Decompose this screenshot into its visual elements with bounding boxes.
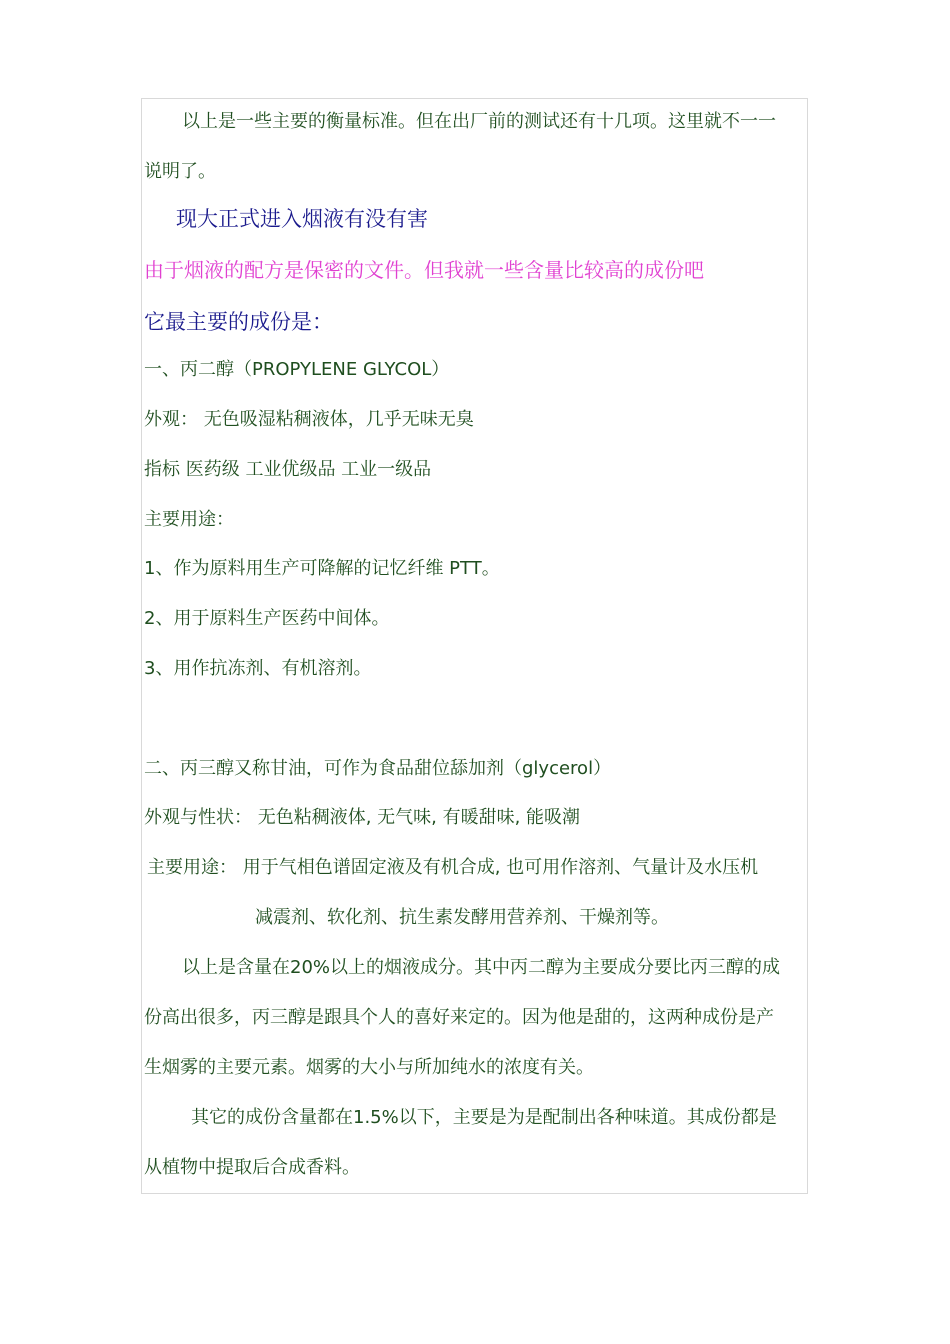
list-item: 3、用作抗冻剂、有机溶剂。: [144, 658, 372, 679]
paragraph-line: 以上是一些主要的衡量标准。但在出厂前的测试还有十几项。这里就不一一: [182, 111, 776, 132]
list-item: 1、作为原料用生产可降解的记忆纤维 PTT。: [144, 558, 500, 579]
paragraph-line: 外观与性状： 无色粘稠液体, 无气味, 有暖甜味, 能吸潮: [144, 807, 581, 828]
section-heading: 它最主要的成份是：: [144, 310, 333, 334]
paragraph-line: 指标 医药级 工业优级品 工业一级品: [144, 459, 432, 480]
list-item: 2、用于原料生产医药中间体。: [144, 608, 390, 629]
paragraph-line: 主要用途：: [144, 509, 234, 530]
item-title: 二、丙三醇又称甘油，可作为食品甜位舔加剂（glycerol）: [144, 758, 612, 779]
paragraph-line: 份高出很多，丙三醇是跟具个人的喜好来定的。因为他是甜的，这两种成份是产: [144, 1007, 774, 1028]
highlight-line: 由于烟液的配方是保密的文件。但我就一些含量比较高的成份吧: [144, 258, 704, 282]
paragraph-line: 其它的成份含量都在1.5%以下，主要是为是配制出各种味道。其成份都是: [191, 1107, 777, 1128]
paragraph-line: 说明了。: [144, 161, 216, 182]
paragraph-line: 主要用途： 用于气相色谱固定液及有机合成, 也可用作溶剂、气量计及水压机: [147, 857, 759, 878]
paragraph-line: 外观： 无色吸湿粘稠液体，几乎无味无臭: [144, 409, 474, 430]
item-title: 一、丙二醇（PROPYLENE GLYCOL）: [144, 359, 450, 380]
section-heading: 现大正式进入烟液有没有害: [176, 207, 428, 231]
paragraph-line: 生烟雾的主要元素。烟雾的大小与所加纯水的浓度有关。: [144, 1057, 594, 1078]
paragraph-line: 减震剂、软化剂、抗生素发酵用营养剂、干燥剂等。: [255, 907, 669, 928]
paragraph-line: 从植物中提取后合成香料。: [144, 1157, 360, 1178]
paragraph-line: 以上是含量在20%以上的烟液成分。其中丙二醇为主要成分要比丙三醇的成: [182, 957, 781, 978]
